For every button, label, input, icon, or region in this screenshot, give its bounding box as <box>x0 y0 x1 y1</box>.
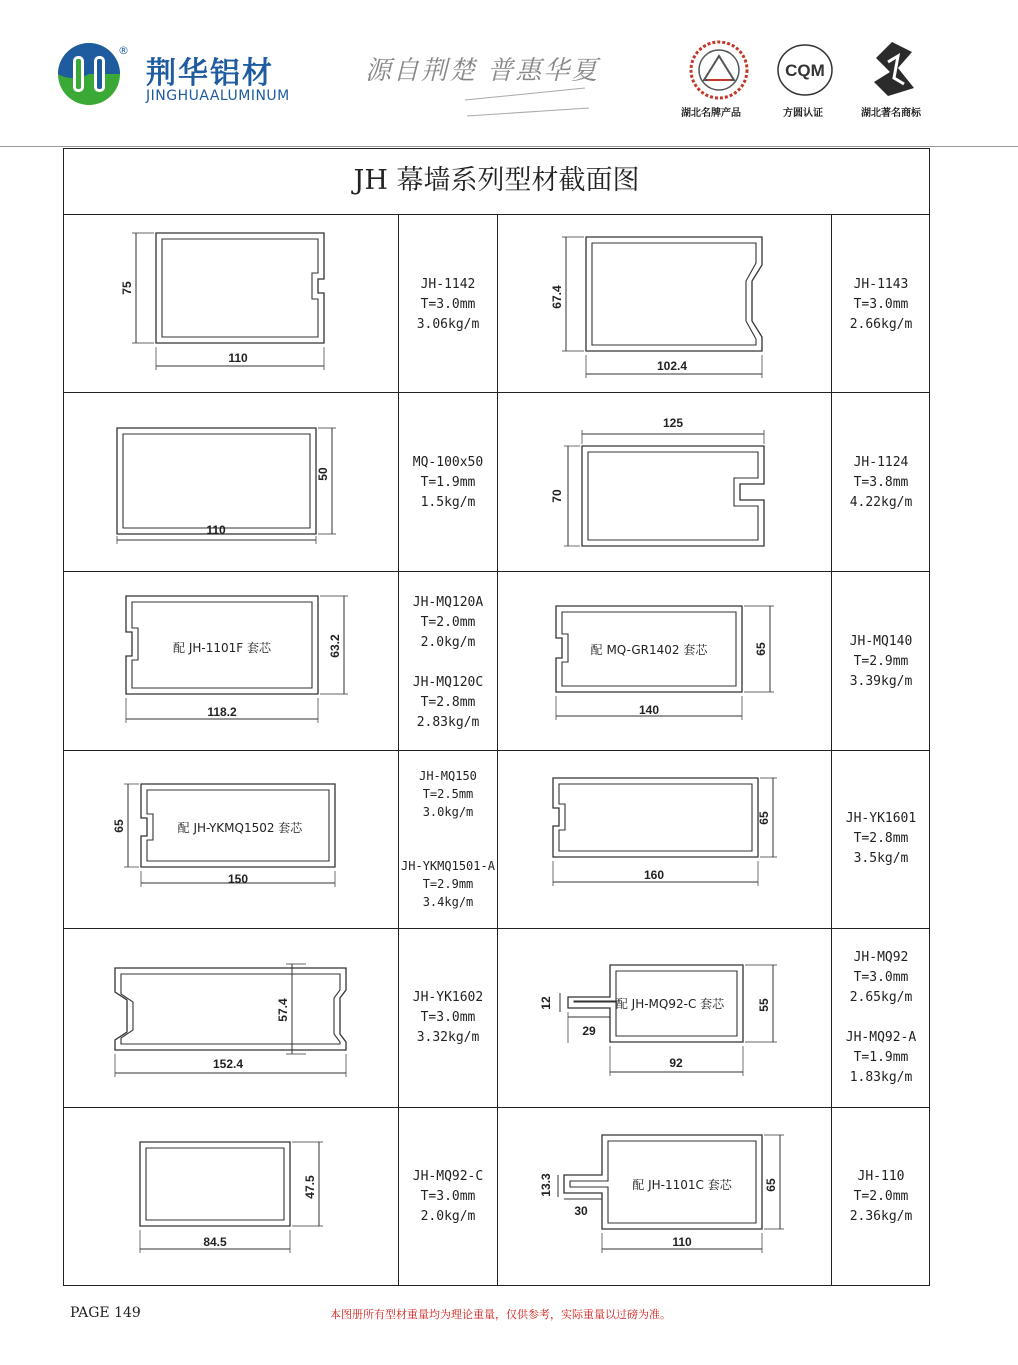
spec-thickness: T=3.0mm <box>853 970 909 985</box>
spec-model: JH-MQ140 <box>849 634 913 649</box>
dim-height: 75 <box>120 281 134 295</box>
spec-model: JH-1124 <box>853 455 909 470</box>
dim-width: 84.5 <box>203 1235 227 1249</box>
spec-jh-110 <box>831 1167 931 1227</box>
spec-model: MQ-100x50 <box>412 455 484 470</box>
spec-weight: 1.83kg/m <box>849 1070 913 1085</box>
table-column-divider <box>398 214 399 1286</box>
spec-model: JH-YK1601 <box>845 811 917 826</box>
spec-weight: 2.0kg/m <box>420 635 476 650</box>
cqm-mark-text: CQM <box>785 61 825 80</box>
spec-mq-100x50 <box>398 453 498 513</box>
spec-weight: 2.66kg/m <box>849 317 913 332</box>
spec-thickness: T=3.0mm <box>420 1189 476 1204</box>
spec-thickness: T=3.0mm <box>853 297 909 312</box>
spec-thickness: T=1.9mm <box>420 475 476 490</box>
spec-thickness: T=2.0mm <box>853 1189 909 1204</box>
profile-drawing-jh-mq92 <box>530 955 790 1090</box>
dim-width: 150 <box>227 872 249 886</box>
cert-label-famous-trademark: 湖北著名商标 <box>861 108 921 119</box>
spec-jh-yk1601 <box>831 809 931 869</box>
spec-weight: 2.36kg/m <box>849 1209 913 1224</box>
famous-trademark-icon <box>868 38 920 100</box>
dim-height: 50 <box>316 467 330 481</box>
brand-name-cn: 荆华铝材 <box>146 56 274 91</box>
page-title: JH 幕墙系列型材截面图 <box>353 165 640 196</box>
spec-jh-1142 <box>398 275 498 335</box>
spec-thickness: T=3.0mm <box>420 1010 476 1025</box>
spec-thickness: T=2.9mm <box>853 654 909 669</box>
spec-jh-1124 <box>831 453 931 513</box>
spec-weight: 2.0kg/m <box>420 1209 476 1224</box>
hubei-brand-product-seal-icon <box>688 40 750 100</box>
spec-thickness: T=3.0mm <box>420 297 476 312</box>
dim-height: 65 <box>764 1178 778 1192</box>
spec-weight: 3.4kg/m <box>422 895 474 909</box>
profile-drawing-jh-mq92-c <box>120 1130 340 1260</box>
spec-model: JH-MQ92-A <box>845 1030 917 1045</box>
profile-drawing-jh-mq140 <box>540 592 790 732</box>
spec-model: JH-110 <box>857 1169 905 1184</box>
spec-jh-mq92-c <box>398 1167 498 1227</box>
dim-height: 65 <box>754 642 768 656</box>
spec-weight: 3.06kg/m <box>416 317 480 332</box>
spec-weight: 4.22kg/m <box>849 495 913 510</box>
profile-drawing-jh-1142 <box>110 225 350 385</box>
profile-drawing-jh-1143 <box>540 225 790 385</box>
page-number: PAGE 149 <box>70 1305 141 1321</box>
dim-height: 55 <box>757 998 771 1012</box>
dim-width: 125 <box>662 416 684 430</box>
spec-weight: 3.0kg/m <box>422 805 474 819</box>
spec-jh-mq150 <box>398 767 498 911</box>
dim-height: 67.4 <box>550 285 564 309</box>
spec-model: JH-1143 <box>853 277 909 292</box>
header-divider <box>0 146 1018 147</box>
dim-width: 110 <box>672 1235 692 1249</box>
dim-flange-width: 29 <box>582 1024 596 1038</box>
table-column-divider <box>831 214 832 1286</box>
core-note: 配 JH-MQ92-C 套芯 <box>615 997 725 1011</box>
brand-name-en: JINGHUAALUMINUM <box>146 88 290 104</box>
spec-weight: 3.5kg/m <box>853 851 909 866</box>
dim-width: 140 <box>638 703 660 717</box>
dim-width: 110 <box>206 523 226 537</box>
spec-thickness: T=2.9mm <box>422 877 474 891</box>
core-note: 配 MQ-GR1402 套芯 <box>590 643 708 657</box>
cert-label-cqm: 方圆认证 <box>783 108 823 119</box>
page-header <box>0 0 1018 148</box>
profile-drawing-mq-100x50 <box>100 410 350 555</box>
spec-jh-mq92 <box>831 948 931 1088</box>
dim-height: 65 <box>757 811 771 825</box>
spec-weight: 1.5kg/m <box>420 495 476 510</box>
dim-width: 110 <box>228 351 248 365</box>
profile-drawing-jh-1124 <box>540 410 790 560</box>
dim-flange-width: 30 <box>574 1204 588 1218</box>
profile-drawing-jh-mq150 <box>110 770 360 895</box>
dim-width: 152.4 <box>212 1057 244 1071</box>
dim-height: 47.5 <box>303 1175 317 1199</box>
dim-width: 118.2 <box>207 705 237 719</box>
spec-model: JH-MQ120A <box>412 595 484 610</box>
cqm-certification-icon <box>776 42 834 98</box>
slogan-brush-underline <box>465 86 590 118</box>
spec-model: JH-YKMQ1501-A <box>401 859 495 873</box>
spec-weight: 2.83kg/m <box>416 715 480 730</box>
dim-width: 92 <box>669 1056 683 1070</box>
dim-flange-height: 13.3 <box>539 1173 553 1197</box>
core-note: 配 JH-YKMQ1502 套芯 <box>177 821 303 835</box>
spec-thickness: T=2.8mm <box>853 831 909 846</box>
core-note: 配 JH-1101F 套芯 <box>173 641 271 655</box>
registered-mark: ® <box>118 44 129 57</box>
dim-width: 102.4 <box>656 359 688 373</box>
spec-jh-yk1602 <box>398 988 498 1048</box>
spec-thickness: T=1.9mm <box>853 1050 909 1065</box>
brand-logo-icon <box>56 40 122 108</box>
spec-model: JH-MQ150 <box>419 769 477 783</box>
dim-flange-height: 12 <box>539 996 553 1010</box>
cert-label-hubei-brand: 湖北名牌产品 <box>681 108 741 119</box>
dim-height: 63.2 <box>328 634 342 658</box>
spec-thickness: T=2.8mm <box>420 695 476 710</box>
spec-weight: 2.65kg/m <box>849 990 913 1005</box>
spec-thickness: T=3.8mm <box>853 475 909 490</box>
spec-jh-mq140 <box>831 632 931 692</box>
table-column-divider <box>497 214 498 1286</box>
spec-model: JH-MQ92 <box>853 950 909 965</box>
spec-thickness: T=2.0mm <box>420 615 476 630</box>
spec-model: JH-YK1602 <box>412 990 484 1005</box>
spec-model: JH-MQ92-C <box>412 1169 484 1184</box>
profile-drawing-jh-yk1602 <box>100 950 360 1085</box>
profile-drawing-jh-mq120 <box>110 586 360 731</box>
spec-jh-mq120 <box>398 593 498 733</box>
dim-height: 70 <box>550 489 564 503</box>
spec-weight: 3.32kg/m <box>416 1030 480 1045</box>
core-note: 配 JH-1101C 套芯 <box>632 1178 732 1192</box>
dim-height: 57.4 <box>276 998 290 1022</box>
spec-model: JH-MQ120C <box>412 675 484 690</box>
profile-drawing-jh-110 <box>530 1125 790 1260</box>
slogan: 源自荆楚 普惠华夏 <box>365 56 600 86</box>
spec-weight: 3.39kg/m <box>849 674 913 689</box>
dim-width: 160 <box>643 868 665 882</box>
spec-thickness: T=2.5mm <box>422 787 474 801</box>
spec-jh-1143 <box>831 275 931 335</box>
weight-disclaimer: 本图册所有型材重量均为理论重量，仅供参考，实际重量以过磅为准。 <box>330 1308 671 1321</box>
spec-model: JH-1142 <box>420 277 476 292</box>
profile-drawing-jh-yk1601 <box>540 770 790 895</box>
dim-height: 65 <box>112 819 126 833</box>
